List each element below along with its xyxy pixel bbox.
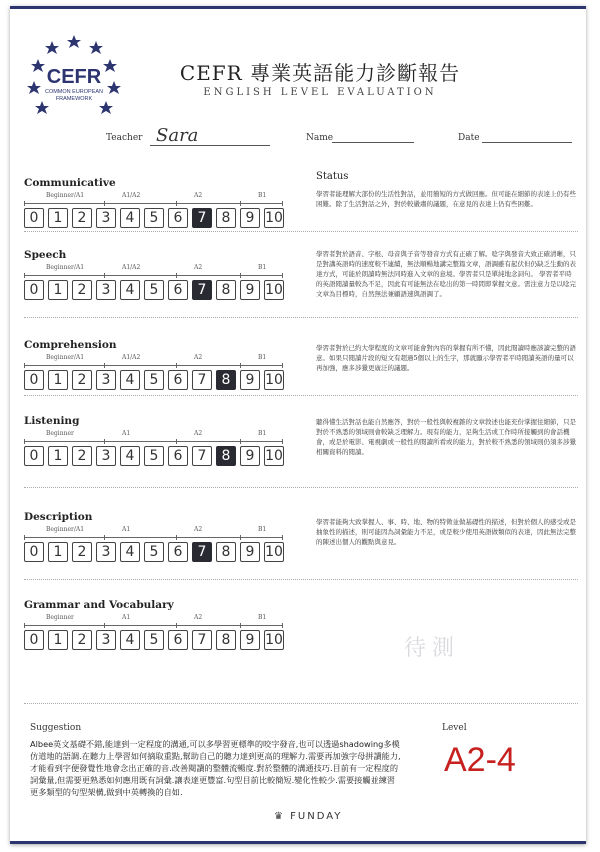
divider bbox=[24, 395, 578, 396]
date-field[interactable] bbox=[482, 142, 572, 143]
band-label: A2 bbox=[194, 430, 203, 437]
band-label: B1 bbox=[258, 192, 267, 199]
band-label: A1 bbox=[122, 614, 131, 621]
band-label: A2 bbox=[194, 354, 203, 361]
score-box-1[interactable]: 1 bbox=[48, 370, 68, 390]
score-box-5[interactable]: 5 bbox=[144, 208, 164, 228]
skill-scale bbox=[24, 354, 304, 368]
funday-logo: ♛ FUNDAY bbox=[274, 811, 343, 822]
score-box-9[interactable]: 9 bbox=[240, 542, 260, 562]
band-label: A2 bbox=[194, 264, 203, 271]
divider bbox=[24, 231, 578, 232]
skill-status-text: 學習者能夠大致掌握人、事、時、地、物的特徵並做基礎性的描述，但對於個人的感受或是抽象性的描述，則可能因為詞彙能力不足，或是較少使用英語做類似的表達，因此無法完整的陳述出個人的觀點與意見。 bbox=[316, 518, 576, 546]
logo-text: CEFR bbox=[46, 66, 102, 88]
score-box-7[interactable]: 7 bbox=[192, 630, 212, 650]
score-box-2[interactable]: 2 bbox=[72, 630, 92, 650]
score-box-1[interactable]: 1 bbox=[48, 446, 68, 466]
suggestion-label: Suggestion bbox=[30, 723, 82, 733]
score-box-10[interactable]: 10 bbox=[265, 282, 283, 298]
skill-title: Listening bbox=[24, 415, 80, 427]
skill-status-text: 聽得懂生活對話也能自然應答，對於一般性與較複雜的文章敘述也能充份掌握住細節，只是對於不熟悉的領域則會較缺乏理解力。現有的能力，足夠生活或工作時所接觸到的會話機會，或是於電影、電視劇或一般性的閱讀所看或的能力，對於較不熟悉的領域則仍須多涉獵相關資料的閱讀。 bbox=[316, 418, 576, 456]
score-box-3[interactable]: 3 bbox=[96, 280, 116, 300]
score-box-5[interactable]: 5 bbox=[144, 630, 164, 650]
score-box-9[interactable]: 9 bbox=[240, 446, 260, 466]
score-box-10[interactable]: 10 bbox=[265, 544, 283, 560]
score-box-9[interactable]: 9 bbox=[240, 370, 260, 390]
band-label: A1/A2 bbox=[122, 264, 141, 271]
skill-status-text: 學習者對於語音、字根、母音與子音等發音方式有正確了解。唸字與發音大致正確清晰，只是對講英語時的速度較不連續，無法順暢地講完整篇文章，語調雖有起伏但仍缺乏生動的表達方式，可能於朗讀時無法同時進入文章的意境。學習者只是單純地念詞句。 學習者平時的英語閱讀量較為不足，因此有可能無法在唸出的第一時間即掌握文意。需注意力是以唸完文章為目標時，自然無法兼顧語速與語調了。 bbox=[316, 250, 576, 298]
score-box-4[interactable]: 4 bbox=[120, 542, 140, 562]
score-box-7[interactable]: 7 bbox=[192, 542, 212, 562]
score-box-5[interactable]: 5 bbox=[144, 370, 164, 390]
level-value: A2-4 bbox=[444, 741, 516, 779]
brand-icon: ♛ bbox=[274, 811, 291, 822]
skill-scale bbox=[24, 430, 304, 444]
skill-title: Communicative bbox=[24, 177, 116, 189]
teacher-signature: Sara bbox=[156, 125, 199, 146]
band-label: Beginner bbox=[46, 430, 74, 437]
score-box-3[interactable]: 3 bbox=[96, 542, 116, 562]
score-box-0[interactable]: 0 bbox=[24, 542, 44, 562]
band-label: A1/A2 bbox=[122, 354, 141, 361]
score-box-9[interactable]: 9 bbox=[240, 630, 260, 650]
score-box-1[interactable]: 1 bbox=[48, 542, 68, 562]
skill-scale bbox=[24, 192, 304, 206]
band-label: A2 bbox=[194, 192, 203, 199]
score-box-2[interactable]: 2 bbox=[72, 280, 92, 300]
teacher-label: Teacher bbox=[106, 133, 143, 143]
score-box-10[interactable]: 10 bbox=[265, 632, 283, 648]
score-box-5[interactable]: 5 bbox=[144, 446, 164, 466]
band-label: Beginner/A1 bbox=[46, 526, 85, 533]
score-box-9[interactable]: 9 bbox=[240, 208, 260, 228]
status-heading: Status bbox=[316, 171, 349, 182]
band-label: Beginner bbox=[46, 614, 74, 621]
score-box-8[interactable]: 8 bbox=[216, 446, 236, 466]
name-label: Name bbox=[306, 133, 334, 143]
suggestion-text: Albee英文基礎不錯,能達到一定程度的溝通,可以多學習更標準的咬字發音,也可以透過shadowing多模仿道地的語調.在聽力上學習如何摘取重點,幫助自己的聽力達到更高的理解力.需要再加強字母拼讀能力,才能看到字便發覺性地會念出正確的音.改善閱讀的整體流暢度.對於整體的溝通技巧.目前有一定程度的詞彙量,但需要更熟悉如何應用既有詞彙.讓表達更豐富.句型目前比較簡短.變化性較少.需要接觸並練習更多類型的句型架構,做到中英轉換的自如. bbox=[30, 739, 401, 797]
skill-scale bbox=[24, 614, 304, 628]
score-box-3[interactable]: 3 bbox=[96, 446, 116, 466]
score-box-7[interactable]: 7 bbox=[192, 280, 212, 300]
score-box-6[interactable]: 6 bbox=[168, 630, 188, 650]
score-box-0[interactable]: 0 bbox=[24, 630, 44, 650]
score-box-10[interactable]: 10 bbox=[265, 372, 283, 388]
score-box-7[interactable]: 7 bbox=[192, 370, 212, 390]
score-boxes bbox=[24, 542, 304, 562]
score-box-0[interactable]: 0 bbox=[24, 446, 44, 466]
band-label: B1 bbox=[258, 614, 267, 621]
report-subtitle: ENGLISH LEVEL EVALUATION bbox=[203, 87, 437, 98]
band-label: A1/A2 bbox=[122, 192, 141, 199]
band-label: A1 bbox=[122, 430, 131, 437]
score-box-5[interactable]: 5 bbox=[144, 280, 164, 300]
skill-section-2 bbox=[24, 339, 304, 390]
report-sheet bbox=[10, 6, 586, 844]
band-label: A2 bbox=[194, 614, 203, 621]
band-label: A1 bbox=[122, 526, 131, 533]
score-box-2[interactable]: 2 bbox=[72, 370, 92, 390]
score-box-4[interactable]: 4 bbox=[120, 446, 140, 466]
band-label: B1 bbox=[258, 430, 267, 437]
name-field[interactable] bbox=[332, 142, 414, 143]
score-box-0[interactable]: 0 bbox=[24, 280, 44, 300]
pending-stamp: 待測 bbox=[404, 636, 461, 661]
score-boxes bbox=[24, 446, 304, 466]
score-boxes bbox=[24, 280, 304, 300]
date-label: Date bbox=[458, 133, 480, 143]
score-box-2[interactable]: 2 bbox=[72, 446, 92, 466]
score-box-1[interactable]: 1 bbox=[48, 280, 68, 300]
skill-status-text: 學習者能理解大部份的生活性對話，並用簡短的方式做回應。但可能在細節的表達上仍有些困難。除了生活對話之外，對於較嚴肅的議題，在意見的表達上仍有些困難。 bbox=[316, 190, 576, 208]
score-box-6[interactable]: 6 bbox=[168, 208, 188, 228]
score-box-2[interactable]: 2 bbox=[72, 542, 92, 562]
score-boxes bbox=[24, 208, 304, 228]
skill-title: Description bbox=[24, 511, 93, 523]
score-box-8[interactable]: 8 bbox=[216, 208, 236, 228]
divider bbox=[24, 317, 578, 318]
skill-section-4 bbox=[24, 511, 304, 562]
score-box-3[interactable]: 3 bbox=[96, 208, 116, 228]
band-label: B1 bbox=[258, 264, 267, 271]
score-box-4[interactable]: 4 bbox=[120, 630, 140, 650]
score-box-3[interactable]: 3 bbox=[96, 630, 116, 650]
score-box-8[interactable]: 8 bbox=[216, 370, 236, 390]
score-box-8[interactable]: 8 bbox=[216, 542, 236, 562]
cefr-logo bbox=[26, 31, 122, 127]
score-box-8[interactable]: 8 bbox=[216, 280, 236, 300]
score-box-6[interactable]: 6 bbox=[168, 370, 188, 390]
score-box-4[interactable]: 4 bbox=[120, 280, 140, 300]
score-box-9[interactable]: 9 bbox=[240, 280, 260, 300]
score-box-3[interactable]: 3 bbox=[96, 370, 116, 390]
score-boxes bbox=[24, 630, 304, 650]
score-box-6[interactable]: 6 bbox=[168, 542, 188, 562]
skill-status-text: 學習者對於已約大學程度的文章可能會對內容的掌握有所不懂，因此閱讀時應該讀完整的語意。如果只閱讀片段的短文有超過5個以上的生字，那就顯示學習者平時閱讀英語的量可以再加強，應多涉獵更廣泛的議題。 bbox=[316, 344, 576, 372]
score-box-4[interactable]: 4 bbox=[120, 208, 140, 228]
score-box-7[interactable]: 7 bbox=[192, 208, 212, 228]
divider bbox=[24, 487, 578, 488]
score-boxes bbox=[24, 370, 304, 390]
svg-text:COMMON EUROPEAN: COMMON EUROPEAN bbox=[44, 89, 104, 95]
skill-title: Speech bbox=[24, 249, 67, 261]
score-box-4[interactable]: 4 bbox=[120, 370, 140, 390]
score-box-7[interactable]: 7 bbox=[192, 446, 212, 466]
band-label: Beginner/A1 bbox=[46, 354, 85, 361]
divider bbox=[24, 579, 578, 580]
skill-section-3 bbox=[24, 415, 304, 466]
skill-scale bbox=[24, 264, 304, 278]
skill-section-1 bbox=[24, 249, 304, 300]
band-label: B1 bbox=[258, 526, 267, 533]
score-box-10[interactable]: 10 bbox=[265, 448, 283, 464]
score-box-6[interactable]: 6 bbox=[168, 446, 188, 466]
score-box-5[interactable]: 5 bbox=[144, 542, 164, 562]
band-label: B1 bbox=[258, 354, 267, 361]
skill-section-0 bbox=[24, 177, 304, 228]
score-box-1[interactable]: 1 bbox=[48, 208, 68, 228]
band-label: A2 bbox=[194, 526, 203, 533]
score-box-0[interactable]: 0 bbox=[24, 208, 44, 228]
band-label: Beginner/A1 bbox=[46, 264, 85, 271]
svg-text:FRAMEWORK: FRAMEWORK bbox=[55, 96, 93, 102]
band-label: Beginner/A1 bbox=[46, 192, 85, 199]
skill-section-5 bbox=[24, 599, 304, 650]
score-box-1[interactable]: 1 bbox=[48, 630, 68, 650]
score-box-0[interactable]: 0 bbox=[24, 370, 44, 390]
score-box-2[interactable]: 2 bbox=[72, 208, 92, 228]
skill-scale bbox=[24, 526, 304, 540]
score-box-6[interactable]: 6 bbox=[168, 280, 188, 300]
report-title: CEFR 專業英語能力診斷報告 bbox=[179, 61, 461, 85]
level-label: Level bbox=[442, 723, 467, 733]
divider bbox=[24, 703, 578, 704]
score-box-8[interactable]: 8 bbox=[216, 630, 236, 650]
score-box-10[interactable]: 10 bbox=[265, 210, 283, 226]
skill-title: Comprehension bbox=[24, 339, 117, 351]
skill-title: Grammar and Vocabulary bbox=[24, 599, 174, 611]
teacher-line bbox=[150, 145, 270, 146]
